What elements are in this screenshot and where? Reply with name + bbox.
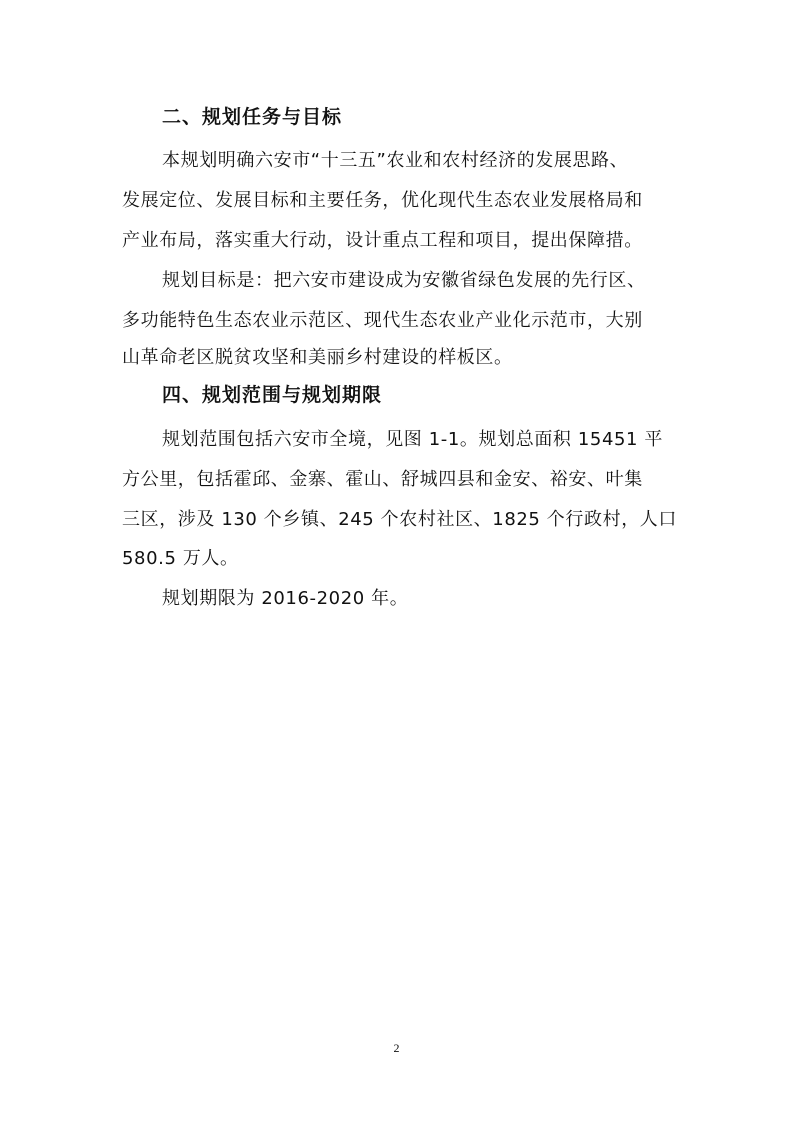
section-two-p2-line-3: 山革命老区脱贫攻坚和美丽乡村建设的样板区。	[122, 347, 513, 368]
section-two-p1-line-2: 发展定位、发展目标和主要任务，优化现代生态农业发展格局和	[122, 190, 643, 211]
section-four-heading: 四、规划范围与规划期限	[162, 384, 383, 406]
page-number: 2	[393, 1041, 400, 1055]
section-two-p1-line-3: 产业布局，落实重大行动，设计重点工程和项目，提出保障措。	[122, 230, 643, 251]
section-four-p2-line-1: 规划期限为 2016-2020 年。	[162, 588, 409, 609]
section-two-p1-line-1: 本规划明确六安市“十三五”农业和农村经济的发展思路、	[162, 150, 629, 171]
section-two-heading: 二、规划任务与目标	[162, 106, 343, 128]
section-two-p2-line-1: 规划目标是：把六安市建设成为安徽省绿色发展的先行区、	[162, 270, 646, 291]
section-four-p1-line-1: 规划范围包括六安市全境，见图 1-1。规划总面积 15451 平	[162, 429, 664, 450]
section-four-p1-line-2: 方公里，包括霍邱、金寨、霍山、舒城四县和金安、裕安、叶集	[122, 469, 643, 490]
section-two-p2-line-2: 多功能特色生态农业示范区、现代生态农业产业化示范市，大别	[122, 310, 643, 331]
section-four-p1-line-3: 三区，涉及 130 个乡镇、245 个农村社区、1825 个行政村，人口	[122, 509, 678, 530]
section-four-p1-line-4: 580.5 万人。	[122, 548, 239, 569]
